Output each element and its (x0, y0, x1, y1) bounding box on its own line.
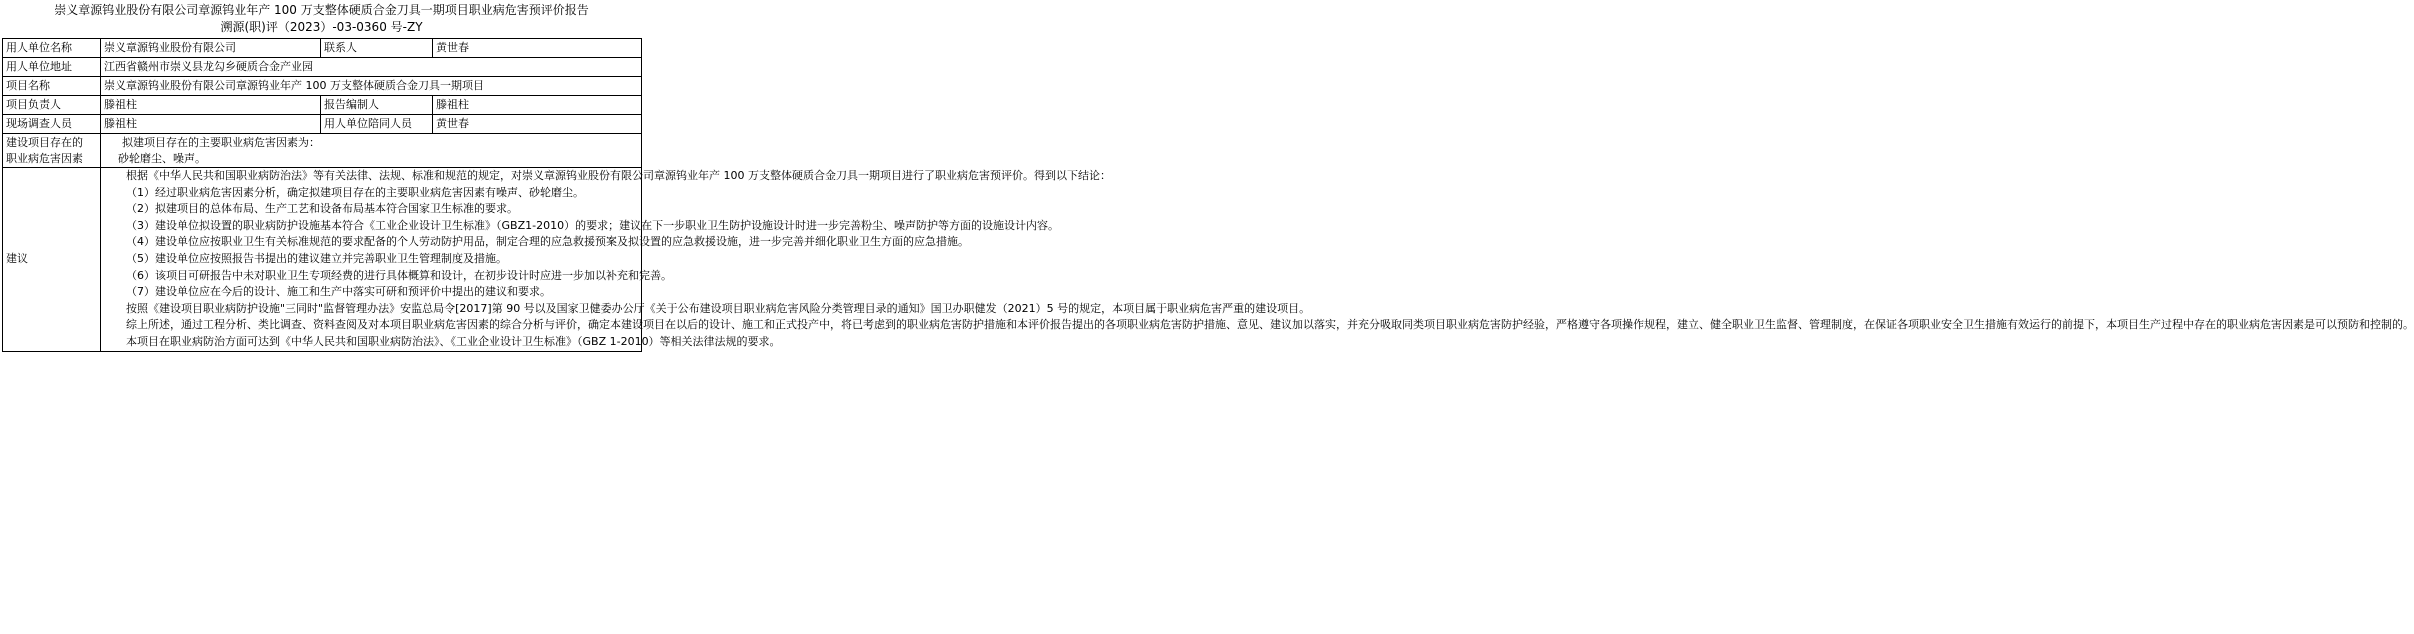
advice-paragraph-6: （6）该项目可研报告中未对职业卫生专项经费的进行具体概算和设计，在初步设计时应进一步加以补充和完善。 (126, 268, 672, 282)
advice-paragraph-classification: 按照《建设项目职业病防护设施"三同时"监督管理办法》安监总局令[2017]第 90 号以及国家卫健委办公厅《关于公布建设项目职业病危害风险分类管理目录的通知》国卫办职健发（2021）5 号的规定，本项目属于职业病危害严重的建设项目。 (126, 301, 1311, 315)
hazard-label-line1: 建设项目存在的 (6, 135, 83, 149)
report-form-table (2, 38, 2414, 352)
advice-paragraph-summary: 综上所述，通过工程分析、类比调查、资料查阅及对本项目职业病危害因素的综合分析与评价，确定本建设项目在以后的设计、施工和正式投产中，将已考虑到的职业病危害防护措施和本评价报告提出的各项职业病危害防护措施、意见、建议加以落实，并充分吸取同类项目职业病危害防护经验，严格遵守各项操作规程，建立、健全职业卫生监督、管理制度，在保证各项职业安全卫生措施有效运行的前提下，本项目生产过程中存在的职业病危害因素是可以预防和控制的。 (126, 318, 2414, 332)
project-name-value: 崇义章源钨业股份有限公司章源钨业年产 100 万支整体硬质合金刀具一期项目 (101, 77, 642, 96)
row-project-name (3, 77, 642, 96)
project-lead-label: 项目负责人 (3, 96, 101, 115)
project-lead-value: 滕祖柱 (101, 96, 321, 115)
unit-name-label: 用人单位名称 (3, 39, 101, 58)
report-author-value: 滕祖柱 (433, 96, 642, 115)
contact-value: 黄世春 (433, 39, 642, 58)
advice-paragraph-5: （5）建设单位应按照报告书提出的建议建立并完善职业卫生管理制度及措施。 (126, 251, 507, 265)
row-survey (3, 115, 642, 134)
advice-paragraph-3: （3）建设单位拟设置的职业病防护设施基本符合《工业企业设计卫生标准》（GBZ1-2010）的要求；建议在下一步职业卫生防护设施设计时进一步完善粉尘、噪声防护等方面的设施设计内容。 (126, 218, 1060, 232)
row-unit-name (3, 39, 642, 58)
hazard-intro: 拟建项目存在的主要职业病危害因素为： (122, 135, 320, 149)
hazard-value (101, 134, 642, 168)
address-label: 用人单位地址 (3, 58, 101, 77)
row-hazards (3, 134, 642, 168)
report-title: 崇义章源钨业股份有限公司章源钨业年产 100 万支整体硬质合金刀具一期项目职业病危害预评价报告 (54, 3, 589, 17)
advice-content (101, 168, 2414, 352)
row-advice (3, 168, 642, 352)
row-project-lead (3, 96, 642, 115)
unit-name-value: 崇义章源钨业股份有限公司 (101, 39, 321, 58)
hazard-label-line2: 职业病危害因素 (6, 151, 83, 165)
advice-paragraph-intro: 根据《中华人民共和国职业病防治法》等有关法律、法规、标准和规范的规定，对崇义章源钨业股份有限公司章源钨业年产 100 万支整体硬质合金刀具一期项目进行了职业病危害预评价。得到以下结论： (126, 169, 1111, 182)
survey-person-value: 滕祖柱 (101, 115, 321, 134)
hazard-list: 砂轮磨尘、噪声。 (118, 151, 206, 165)
row-address (3, 58, 642, 77)
escort-label: 用人单位陪同人员 (321, 115, 433, 134)
hazard-label (3, 134, 101, 168)
report-number: 溯源(职)评（2023）-03-0360 号-ZY (220, 20, 423, 34)
advice-paragraph-4: （4）建设单位应按职业卫生有关标准规范的要求配备的个人劳动防护用品，制定合理的应急救援预案及拟设置的应急救援设施，进一步完善并细化职业卫生方面的应急措施。 (126, 235, 969, 249)
report-author-label: 报告编制人 (321, 96, 433, 115)
advice-paragraph-conclusion: 本项目在职业病防治方面可达到《中华人民共和国职业病防治法》、《工业企业设计卫生标准》（GBZ 1-2010）等相关法律法规的要求。 (126, 334, 781, 348)
advice-label: 建议 (3, 168, 101, 352)
survey-person-label: 现场调查人员 (3, 115, 101, 134)
escort-value: 黄世春 (433, 115, 642, 134)
contact-label: 联系人 (321, 39, 433, 58)
project-name-label: 项目名称 (3, 77, 101, 96)
advice-paragraph-2: （2）拟建项目的总体布局、生产工艺和设备布局基本符合国家卫生标准的要求。 (126, 202, 518, 216)
advice-paragraph-1: （1）经过职业病危害因素分析，确定拟建项目存在的主要职业病危害因素有噪声、砂轮磨尘。 (126, 185, 584, 199)
advice-paragraph-7: （7）建设单位应在今后的设计、施工和生产中落实可研和预评价中提出的建议和要求。 (126, 285, 551, 299)
address-value: 江西省赣州市崇义县龙勾乡硬质合金产业园 (101, 58, 642, 77)
